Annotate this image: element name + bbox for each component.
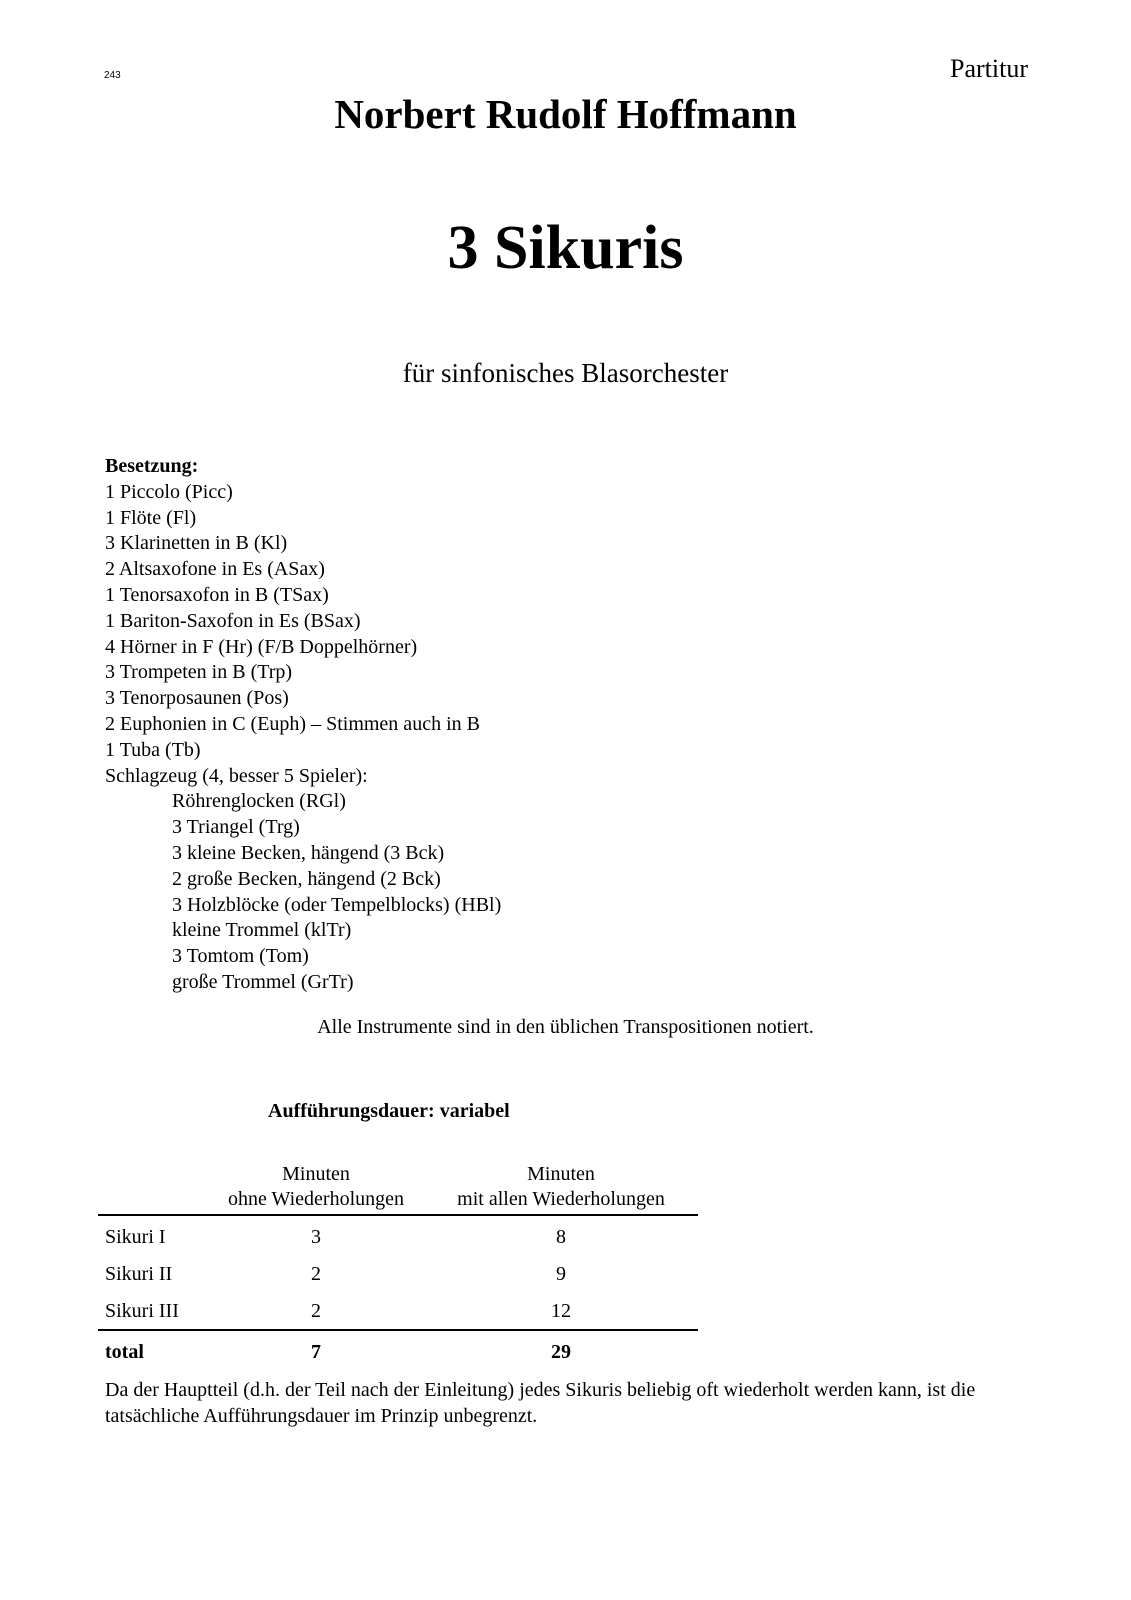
percussion-item: 3 kleine Becken, hängend (3 Bck) xyxy=(172,841,445,864)
cell: 7 xyxy=(311,1341,321,1363)
table-row xyxy=(98,1300,698,1337)
instrument-item: 1 Bariton-Saxofon in Es (BSax) xyxy=(105,609,361,632)
duration-heading: Aufführungsdauer: variabel xyxy=(268,1100,510,1122)
percussion-item: 3 Holzblöcke (oder Tempelblocks) (HBl) xyxy=(172,893,502,916)
table-row xyxy=(98,1263,698,1300)
column-header-line: mit allen Wiederholungen xyxy=(457,1188,665,1210)
instrument-item: 2 Altsaxofone in Es (ASax) xyxy=(105,558,325,581)
instrument-item: 1 Piccolo (Picc) xyxy=(105,480,233,503)
transposition-note: Alle Instrumente sind in den üblichen Transpositionen notiert. xyxy=(317,1016,814,1038)
score-label: Partitur xyxy=(950,54,1028,83)
instrument-item: 1 Tuba (Tb) xyxy=(105,738,201,761)
composer-name: Norbert Rudolf Hoffmann xyxy=(334,91,797,137)
column-header xyxy=(441,1162,681,1212)
page-number: 243 xyxy=(104,70,121,81)
instrument-item: 1 Flöte (Fl) xyxy=(105,506,197,529)
row-label: Sikuri II xyxy=(105,1263,173,1285)
instrumentation-list xyxy=(105,454,501,996)
row-label: Sikuri III xyxy=(105,1300,179,1322)
column-header-line: ohne Wiederholungen xyxy=(228,1188,404,1210)
instrumentation-heading: Besetzung: xyxy=(105,455,199,477)
work-subtitle: für sinfonisches Blasorchester xyxy=(402,358,729,388)
instrument-item: 3 Tenorposaunen (Pos) xyxy=(105,687,289,710)
instrument-item: 1 Tenorsaxofon in B (TSax) xyxy=(105,583,329,606)
percussion-item: große Trommel (GrTr) xyxy=(172,970,354,993)
table-row-total xyxy=(98,1341,698,1378)
cell: 2 xyxy=(311,1263,321,1285)
instrument-item: Schlagzeug (4, besser 5 Spieler): xyxy=(105,764,368,787)
percussion-item: Röhrenglocken (RGl) xyxy=(172,790,346,813)
instrument-item: 2 Euphonien in C (Euph) – Stimmen auch in B xyxy=(105,712,480,735)
cell: 9 xyxy=(556,1263,566,1285)
duration-paragraph: Da der Hauptteil (d.h. der Teil nach der Einleitung) jedes Sikuris beliebig oft wiederholt werden kann, ist die tatsächliche Aufführungsdauer im Prinzip unbegrenzt. xyxy=(105,1379,976,1427)
cell: 3 xyxy=(311,1226,321,1248)
instrument-item: 3 Trompeten in B (Trp) xyxy=(105,661,293,684)
row-label: Sikuri I xyxy=(105,1226,166,1248)
duration-table xyxy=(98,1162,698,1378)
percussion-item: 2 große Becken, hängend (2 Bck) xyxy=(172,867,441,890)
work-title: 3 Sikuris xyxy=(447,214,684,282)
instrument-item: 3 Klarinetten in B (Kl) xyxy=(105,532,288,555)
cell: 29 xyxy=(551,1341,571,1363)
instrument-item: 4 Hörner in F (Hr) (F/B Doppelhörner) xyxy=(105,635,418,658)
cell: 12 xyxy=(551,1300,571,1322)
column-header-line: Minuten xyxy=(282,1163,350,1185)
percussion-item: kleine Trommel (klTr) xyxy=(172,919,352,942)
percussion-item: 3 Tomtom (Tom) xyxy=(172,945,309,968)
column-header-line: Minuten xyxy=(527,1163,595,1185)
column-header xyxy=(216,1162,416,1212)
cell: 8 xyxy=(556,1226,566,1248)
table-header xyxy=(98,1162,698,1214)
percussion-item: 3 Triangel (Trg) xyxy=(172,816,300,839)
row-label: total xyxy=(105,1341,144,1363)
cell: 2 xyxy=(311,1300,321,1322)
table-row xyxy=(98,1226,698,1263)
